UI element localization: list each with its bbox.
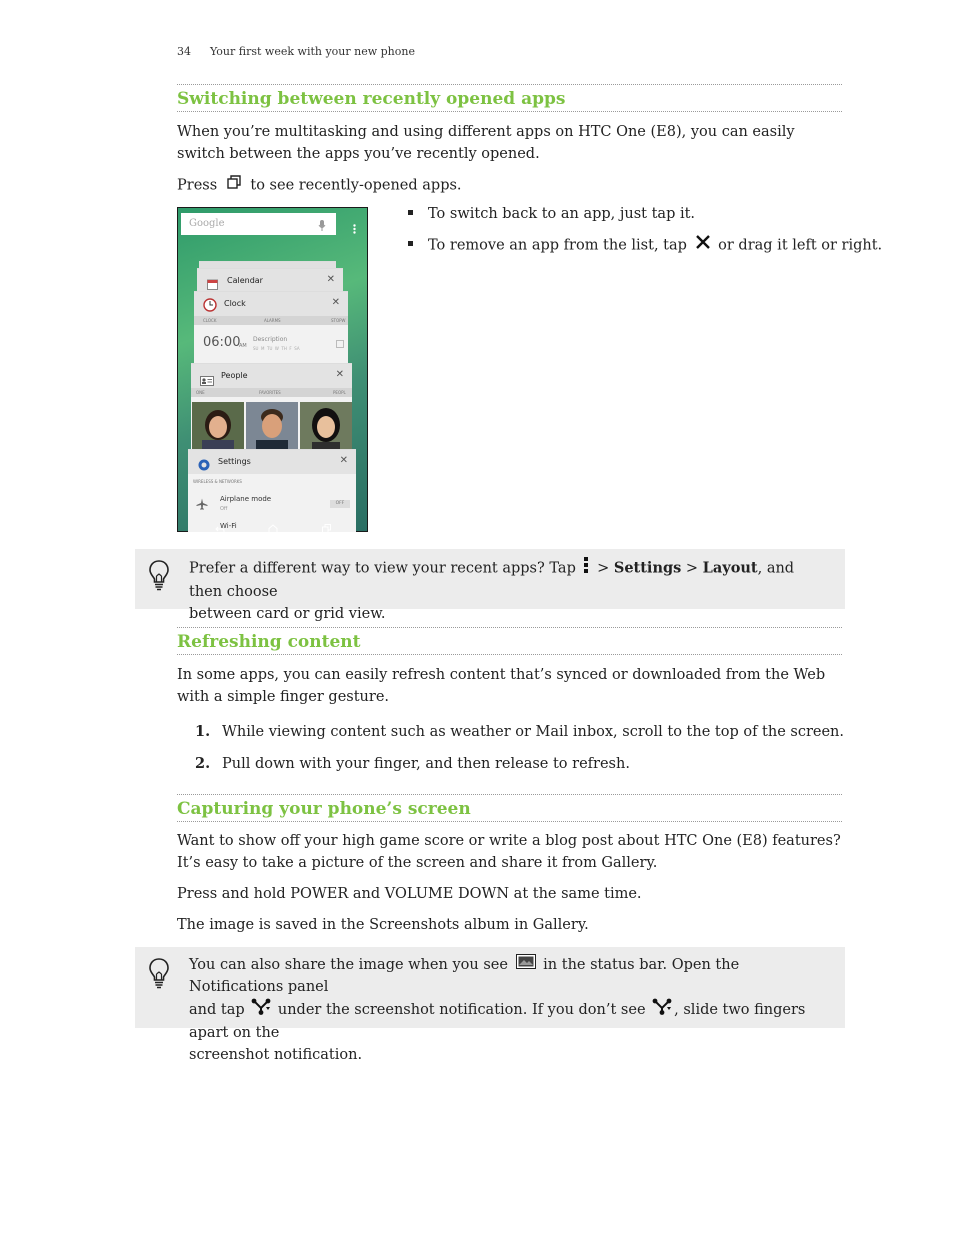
- card-header: [191, 364, 352, 388]
- share-icon: [251, 998, 271, 1022]
- step-text: While viewing content such as weather or Mail inbox, scroll to the top of the screen.: [222, 724, 845, 740]
- card-close-icon: ✕: [331, 297, 340, 308]
- back-icon: [215, 519, 225, 532]
- refreshing-intro: In some apps, you can easily refresh content that’s synced or downloaded from the Web with a simple finger gesture.: [177, 667, 826, 705]
- airplane-toggle: OFF: [330, 500, 350, 508]
- alarm-ampm: AM: [239, 343, 247, 349]
- step-number: 1.: [195, 723, 211, 740]
- recent-apps-nav-icon: [322, 518, 331, 532]
- tip-box-view-recent-apps: [135, 549, 845, 622]
- step-2: [195, 753, 630, 775]
- running-header-title: Your first week with your new phone: [210, 45, 415, 58]
- tip-settings-label: Settings: [613, 559, 682, 577]
- tip-box-share-screenshot: [135, 947, 845, 1063]
- section-heading-switching: Switching between recently opened apps: [177, 89, 566, 109]
- tab-label: ONE: [196, 390, 205, 395]
- card-title: Calendar: [227, 276, 263, 285]
- tip-text: [189, 556, 829, 625]
- recent-apps-screenshot: [177, 207, 368, 532]
- recent-apps-icon: [226, 174, 242, 197]
- section-top-rule: [177, 84, 842, 85]
- contact-photo: [300, 402, 352, 450]
- capturing-intro: Want to show off your high game score or write a blog post about HTC One (E8) features? It’s easy to take a picture of the screen and share it from Gallery.: [177, 833, 841, 871]
- alarm-days: SU M TU W TH F SA: [253, 346, 300, 351]
- app-card-people: [191, 363, 352, 450]
- contact-photo: [246, 402, 298, 450]
- tip-text: [189, 954, 829, 1066]
- step-1: [195, 721, 844, 743]
- capturing-instruction: Press and hold POWER and VOLUME DOWN at the same time.: [177, 886, 642, 902]
- mic-icon: [318, 217, 326, 236]
- google-search-bar: [181, 213, 336, 235]
- airplane-mode-label: Airplane mode: [220, 495, 272, 503]
- bullet-text-after: or drag it left or right.: [718, 237, 883, 254]
- google-search-placeholder: Google: [189, 218, 225, 229]
- card-header: [194, 292, 348, 316]
- page-number: 34: [177, 45, 191, 58]
- card-close-icon: ✕: [339, 455, 348, 466]
- card-tabs: [191, 388, 352, 397]
- tip-after: , and then choose: [189, 560, 795, 600]
- airplane-mode-status: Off: [220, 506, 228, 512]
- tab-label: STOPW: [331, 318, 346, 323]
- contact-photo: [192, 402, 244, 450]
- section-heading-capturing: Capturing your phone’s screen: [177, 799, 471, 819]
- alarm-time: 06:00: [203, 335, 241, 350]
- close-x-icon: [695, 234, 711, 257]
- lightbulb-icon: [148, 559, 170, 595]
- press-instruction: [177, 174, 845, 197]
- section-bottom-rule: [177, 111, 842, 112]
- section-heading-refreshing: Refreshing content: [177, 632, 361, 652]
- tip-line2-after: , slide two fingers apart on the: [189, 1002, 806, 1041]
- menu-dots-icon: [583, 556, 589, 581]
- airplane-icon: [196, 495, 208, 514]
- running-header: [177, 45, 415, 58]
- tip-separator: >: [685, 560, 699, 577]
- tab-label: FAVORITES: [259, 390, 281, 395]
- phone-nav-bar: [178, 517, 367, 531]
- bullet-text: To switch back to an app, just tap it.: [428, 206, 696, 222]
- clock-icon: [203, 297, 217, 316]
- section-top-rule: [177, 627, 842, 628]
- card-close-icon: ✕: [326, 274, 335, 285]
- card-close-icon: ✕: [335, 369, 344, 380]
- tip-layout-label: Layout: [702, 559, 758, 577]
- alarm-checkbox: [336, 340, 344, 348]
- capturing-result: The image is saved in the Screenshots album in Gallery.: [177, 917, 589, 933]
- tab-label: ALARMS: [264, 318, 281, 323]
- card-header: [197, 269, 343, 293]
- screenshot-status-icon: [516, 954, 536, 976]
- card-title: Settings: [218, 457, 251, 466]
- wifi-label: Wi-Fi: [220, 522, 237, 530]
- tip-line1-before: You can also share the image when you see: [189, 957, 508, 973]
- tip-separator: >: [597, 560, 610, 577]
- press-after: to see recently-opened apps.: [250, 177, 462, 194]
- bullet-remove-app: [408, 234, 882, 257]
- settings-icon: [198, 456, 210, 475]
- step-text: Pull down with your finger, and then release to refresh.: [222, 756, 630, 772]
- bullet-text-before: To remove an app from the list, tap: [428, 237, 687, 254]
- section-bottom-rule: [177, 821, 842, 822]
- tip-line2: between card or grid view.: [189, 606, 386, 622]
- switching-intro: When you’re multitasking and using different apps on HTC One (E8), you can easily switch between the apps you’ve recently opened.: [177, 124, 795, 162]
- press-before: Press: [177, 177, 218, 194]
- step-number: 2.: [195, 755, 211, 772]
- tip-before: Prefer a different way to view your recent apps? Tap: [189, 560, 576, 577]
- tip-line2-middle: under the screenshot notification. If you don’t see: [277, 1002, 646, 1018]
- card-tabs: [194, 316, 348, 325]
- bullet-switch-back: [408, 203, 695, 225]
- alarm-description: Description: [253, 336, 288, 343]
- overflow-menu-icon: [353, 219, 356, 238]
- tab-label: CLOCK: [203, 318, 217, 323]
- card-header: [188, 450, 356, 474]
- app-card-clock: [194, 291, 348, 364]
- tip-line3: screenshot notification.: [189, 1047, 363, 1063]
- card-title: People: [221, 371, 248, 380]
- bullet-marker: [408, 241, 413, 246]
- home-icon: [268, 518, 278, 532]
- tip-line2-before: and tap: [189, 1002, 245, 1018]
- section-bottom-rule: [177, 654, 842, 655]
- settings-section-label: WIRELESS & NETWORKS: [193, 479, 242, 484]
- lightbulb-icon: [148, 957, 170, 993]
- section-top-rule: [177, 794, 842, 795]
- card-title: Clock: [224, 299, 246, 308]
- tip-line1-after: in the status bar. Open the Notifications panel: [189, 957, 740, 995]
- share-icon: [652, 998, 672, 1022]
- tab-label: PEOPL: [333, 390, 346, 395]
- bullet-marker: [408, 210, 413, 215]
